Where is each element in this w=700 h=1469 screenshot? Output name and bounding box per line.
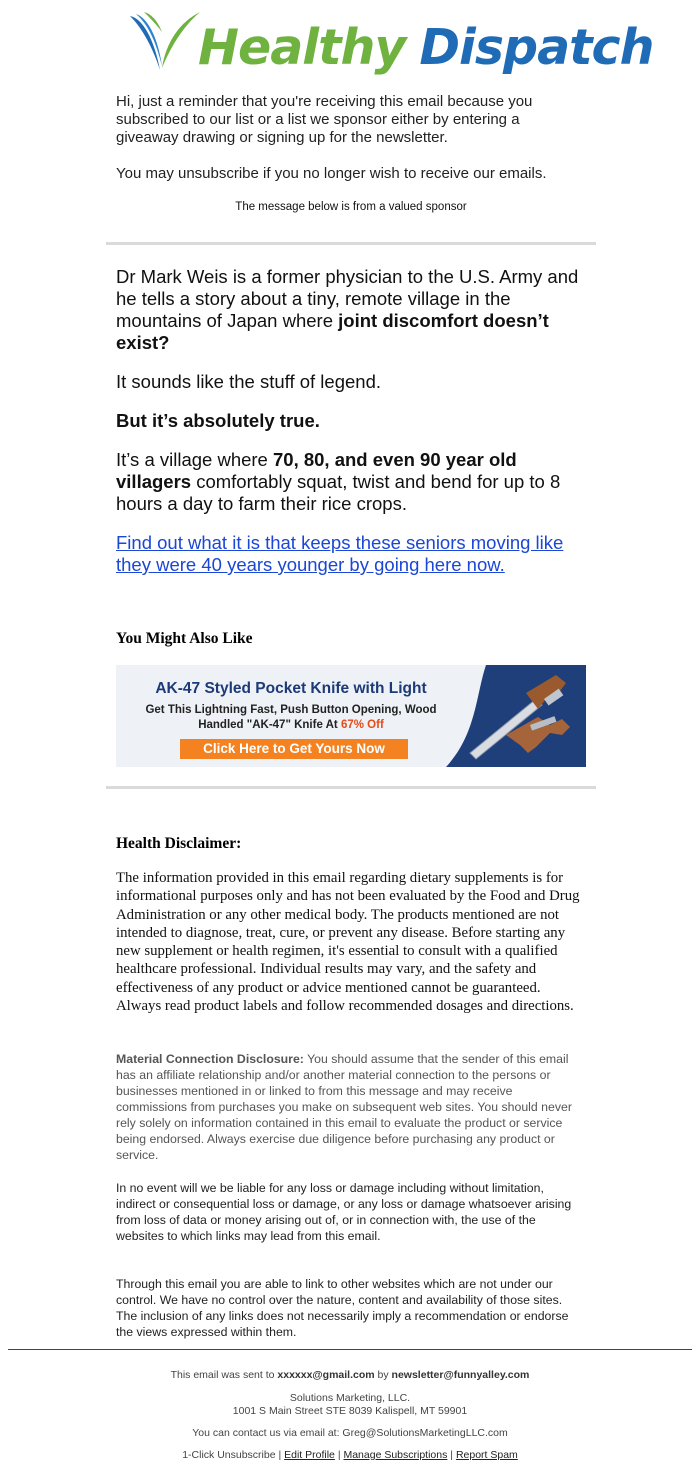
- footer-links: 1-Click Unsubscribe | Edit Profile | Manage Subscriptions | Report Spam: [182, 1449, 518, 1461]
- one-click-unsubscribe[interactable]: 1-Click Unsubscribe: [182, 1449, 276, 1461]
- message-paragraph-4: It’s a village where 70, 80, and even 90 year old villagers comfortably squat, twist and bend for up to 8 hours a day to farm their rice crops.: [116, 449, 561, 514]
- divider: [106, 786, 596, 789]
- report-spam-link[interactable]: Report Spam: [455, 1449, 518, 1461]
- v-swoosh-logo-icon: [128, 8, 203, 80]
- intro-text: [116, 93, 586, 183]
- banner-cta-button[interactable]: Click Here to Get Yours Now: [180, 739, 408, 759]
- liability-text: In no event will we be liable for any loss or damage including without limitation, indirect or consequential loss or damage, or any loss or damage whatsoever arising from loss of data or money arising out of, or in connection with, the use of the websites to which links may lead from this email.: [116, 1181, 572, 1243]
- footer-divider: [8, 1349, 692, 1350]
- divider: [106, 242, 596, 245]
- knife-icon: [466, 669, 576, 765]
- knife-ad-banner[interactable]: [116, 665, 586, 767]
- brand-wordmark: [198, 10, 654, 86]
- disclaimer-title: Health Disclaimer:: [116, 835, 242, 852]
- banner-subtitle: Get This Lightning Fast, Push Button Opening, Wood Handled "AK-47" Knife At 67% Off: [145, 704, 437, 731]
- message-paragraph-2: It sounds like the stuff of legend.: [116, 371, 381, 392]
- sponsor-note: The message below is from a valued sponsor: [235, 201, 467, 213]
- external-links-text: Through this email you are able to link to other websites which are not under our control. We have no control over the nature, content and availability of those sites. The inclusion of any links does not necessarily imply a recommendation or endorse the views expressed within them.: [116, 1277, 569, 1339]
- disclaimer-body: The information provided in this email regarding dietary supplements is for informational purposes only and has not been evaluated by the Food and Drug Administration or any other medical body. The products mentioned are not intended to diagnose, treat, cure, or prevent any disease. Before starting any new supplement or health regimen, it's essential to consult with a qualified healthcare professional. Individual results may vary, and the safety and effectiveness of any product or advice mentioned cannot be guaranteed. Always read product labels and follow recommended dosages and directions.: [116, 870, 580, 1015]
- intro-paragraph: Hi, just a reminder that you're receiving this email because you subscribed to our list or a list we sponsor either by entering a giveaway drawing or signing up for the newsletter.: [116, 93, 533, 146]
- sponsor-link[interactable]: Find out what it is that keeps these seniors moving like they were 40 years younger by going here now.: [116, 532, 564, 575]
- brand-logo: [128, 8, 654, 88]
- also-like-heading: You Might Also Like: [116, 630, 253, 647]
- message-paragraph-3: But it’s absolutely true.: [116, 410, 320, 431]
- footer-company: Solutions Marketing, LLC. 1001 S Main Street STE 8039 Kalispell, MT 59901: [232, 1392, 468, 1417]
- message-paragraph-5: [116, 532, 586, 576]
- footer-sent-line: This email was sent to xxxxxx@gmail.com by newsletter@funnyalley.com: [170, 1369, 530, 1381]
- banner-title: AK-47 Styled Pocket Knife with Light: [155, 680, 427, 697]
- message-paragraph-1: Dr Mark Weis is a former physician to the U.S. Army and he tells a story about a tiny, remote village in the mountains of Japan where joint discomfort doesn’t exist?: [116, 266, 579, 353]
- brand-word-healthy: Healthy: [198, 19, 406, 76]
- material-connection-disclosure: Material Connection Disclosure: You should assume that the sender of this email has an affiliate relationship and/or another material connection to the persons or businesses mentioned in or linked to from this message and may receive commissions from purchases you make on subsequent web sites. You should never rely solely on information contained in this email to evaluate the product or service being endorsed. Always exercise due diligence before purchasing any product or service.: [116, 1052, 572, 1162]
- unsubscribe-note: You may unsubscribe if you no longer wish to receive our emails.: [116, 165, 547, 182]
- sponsor-message: [116, 266, 586, 593]
- manage-subscriptions-link[interactable]: Manage Subscriptions: [343, 1449, 448, 1461]
- footer-contact: You can contact us via email at: Greg@SolutionsMarketingLLC.com: [192, 1427, 508, 1439]
- brand-word-dispatch: Dispatch: [419, 19, 654, 76]
- edit-profile-link[interactable]: Edit Profile: [284, 1449, 335, 1461]
